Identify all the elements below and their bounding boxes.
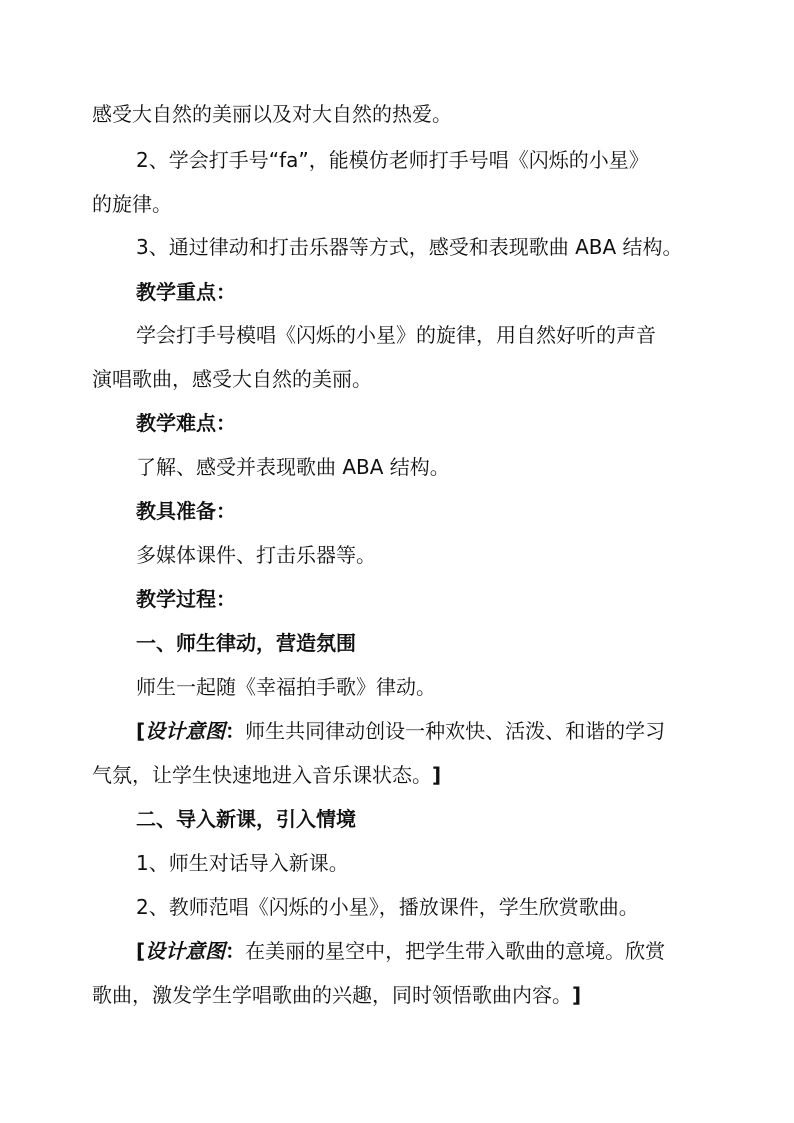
paragraph-line: 感受大自然的美丽以及对大自然的热爱。	[92, 102, 452, 126]
section-1-line: 师生一起随《幸福拍手歌》律动。	[136, 675, 436, 699]
difficulties-line: 了解、感受并表现歌曲 ABA 结构。	[136, 455, 450, 479]
design-intent-text-cont: 气氛，让学生快速地进入音乐课状态。	[92, 763, 422, 787]
section-2-heading: 二、导入新课，引入情境	[136, 807, 356, 831]
key-points-line-2: 演唱歌曲，感受大自然的美丽。	[92, 367, 372, 391]
design-intent-colon: ：	[225, 939, 246, 963]
open-bracket: [	[136, 719, 146, 743]
design-intent-text: 在美丽的星空中，把学生带入歌曲的意境。欣赏	[245, 939, 666, 963]
objective-3-line: 3、通过律动和打击乐器等方式，感受和表现歌曲 ABA 结构。	[136, 235, 683, 259]
close-bracket: ]	[572, 983, 582, 1007]
design-intent-text-cont: 歌曲，激发学生学唱歌曲的兴趣，同时领悟歌曲内容。	[92, 983, 562, 1007]
design-intent-2-continuation	[92, 981, 712, 1009]
design-intent-1-line	[136, 717, 756, 745]
design-intent-1-continuation	[92, 761, 712, 789]
key-points-line-1: 学会打手号模唱《闪烁的小星》的旋律，用自然好听的声音	[136, 323, 656, 347]
objective-2-continuation: 的旋律。	[92, 192, 172, 216]
close-bracket: ]	[432, 763, 442, 787]
heading-key-points: 教学重点：	[136, 280, 236, 304]
design-intent-text: 师生共同律动创设一种欢快、活泼、和谐的学习	[245, 719, 666, 743]
section-2-line-1: 1、师生对话导入新课。	[136, 851, 349, 875]
design-intent-label: 设计意图	[145, 719, 226, 743]
heading-difficulties: 教学难点：	[136, 411, 236, 435]
section-1-heading: 一、师生律动，营造氛围	[136, 631, 356, 655]
section-2-line-2: 2、教师范唱《闪烁的小星》，播放课件，学生欣赏歌曲。	[136, 895, 639, 919]
objective-2-line: 2、学会打手号“fa”，能模仿老师打手号唱《闪烁的小星》	[136, 148, 649, 172]
materials-line: 多媒体课件、打击乐器等。	[136, 543, 376, 567]
heading-process: 教学过程：	[136, 587, 236, 611]
open-bracket: [	[136, 939, 146, 963]
design-intent-colon: ：	[225, 719, 246, 743]
design-intent-label: 设计意图	[145, 939, 226, 963]
heading-materials: 教具准备：	[136, 499, 236, 523]
design-intent-2-line	[136, 937, 756, 965]
